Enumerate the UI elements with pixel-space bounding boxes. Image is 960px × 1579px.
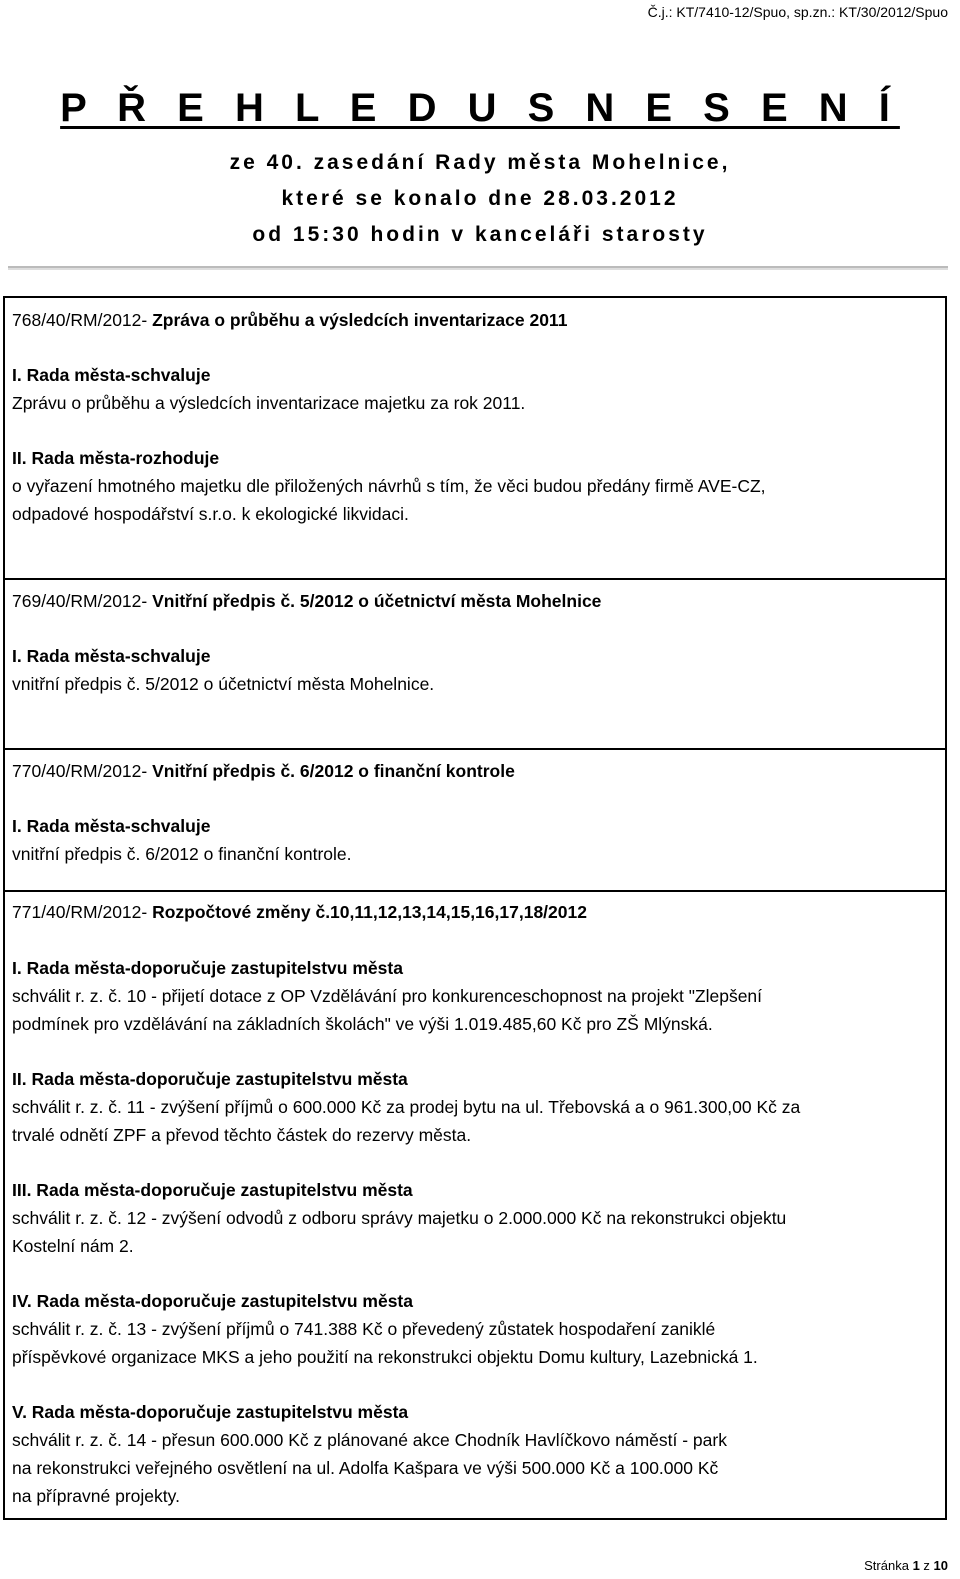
resolution-771-heading [12, 898, 942, 926]
section-heading: I. Rada města-schvaluje [12, 646, 211, 666]
section-text: schválit r. z. č. 11 - zvýšení příjmů o 600.000 Kč za prodej bytu na ul. Třebovská a o 961.300,00 Kč za [12, 1097, 801, 1117]
resolution-769-heading [12, 587, 942, 615]
current-page: 1 [912, 1558, 920, 1573]
section-heading: I. Rada města-schvaluje [12, 365, 211, 385]
subtitle-line-2: které se konalo dne 28.03.2012 [281, 187, 679, 210]
section-text: trvalé odnětí ZPF a převod těchto částek do rezervy města. [12, 1125, 472, 1145]
document-title [0, 86, 960, 131]
section-text: vnitřní předpis č. 6/2012 o finanční kontrole. [12, 844, 352, 864]
resolution-number: 771/40/RM/2012- [12, 902, 148, 922]
section-heading: II. Rada města-doporučuje zastupitelstvu města [12, 1069, 408, 1089]
section-text: Zprávu o průběhu a výsledcích inventarizace majetku za rok 2011. [12, 393, 526, 413]
section-text: podmínek pro vzdělávání na základních školách" ve výši 1.019.485,60 Kč pro ZŠ Mlýnská. [12, 1014, 713, 1034]
row-divider [3, 578, 947, 580]
resolution-number: 770/40/RM/2012- [12, 761, 148, 781]
section-text: na přípravné projekty. [12, 1486, 180, 1506]
subtitle-line-3: od 15:30 hodin v kanceláři starosty [252, 223, 708, 246]
footer-label: Stránka [864, 1558, 913, 1573]
title-text: P Ř E H L E D U S N E S E N Í [60, 86, 900, 130]
section-text: na rekonstrukci veřejného osvětlení na ul. Adolfa Kašpara ve výši 500.000 Kč a 100.000 Kč [12, 1458, 719, 1478]
total-pages: 10 [933, 1558, 948, 1573]
section-text: příspěvkové organizace MKS a jeho použití na rekonstrukci objektu Domu kultury, Lazebnická 1. [12, 1347, 758, 1367]
document-reference: Č.j.: KT/7410-12/Spuo, sp.zn.: KT/30/2012/Spuo [647, 4, 948, 20]
section-text: vnitřní předpis č. 5/2012 o účetnictví města Mohelnice. [12, 674, 435, 694]
section-heading: I. Rada města-doporučuje zastupitelstvu města [12, 958, 403, 978]
resolution-number: 769/40/RM/2012- [12, 591, 148, 611]
section-text: schválit r. z. č. 14 - přesun 600.000 Kč z plánované akce Chodník Havlíčkovo náměstí - park [12, 1430, 727, 1450]
page-footer [864, 1558, 948, 1573]
row-divider [3, 890, 947, 892]
resolution-title: Rozpočtové změny č.10,11,12,13,14,15,16,17,18/2012 [147, 902, 587, 922]
resolution-title: Vnitřní předpis č. 6/2012 o finanční kontrole [147, 761, 515, 781]
footer-separator: z [919, 1558, 934, 1573]
section-text: schválit r. z. č. 13 - zvýšení příjmů o 741.388 Kč o převedený zůstatek hospodaření zaniklé [12, 1319, 716, 1339]
resolution-number: 768/40/RM/2012- [12, 310, 148, 330]
resolution-770-heading [12, 757, 942, 785]
row-divider [3, 748, 947, 750]
resolution-768-heading [12, 306, 942, 334]
section-heading: I. Rada města-schvaluje [12, 816, 211, 836]
subtitle-line-1: ze 40. zasedání Rady města Mohelnice, [229, 151, 731, 174]
header-divider [8, 266, 948, 268]
section-text: o vyřazení hmotného majetku dle přiložených návrhů s tím, že věci budou předány firmě AVE-CZ, [12, 476, 766, 496]
resolution-title: Zpráva o průběhu a výsledcích inventarizace 2011 [147, 310, 568, 330]
section-text: schválit r. z. č. 12 - zvýšení odvodů z odboru správy majetku o 2.000.000 Kč na rekonstrukci objektu [12, 1208, 787, 1228]
section-heading: V. Rada města-doporučuje zastupitelstvu města [12, 1402, 409, 1422]
resolution-title: Vnitřní předpis č. 5/2012 o účetnictví města Mohelnice [147, 591, 602, 611]
section-text: schválit r. z. č. 10 - přijetí dotace z OP Vzdělávání pro konkurenceschopnost na projekt "Zlepšení [12, 986, 763, 1006]
section-text: Kostelní nám 2. [12, 1236, 134, 1256]
section-heading: IV. Rada města-doporučuje zastupitelstvu města [12, 1291, 413, 1311]
section-heading: III. Rada města-doporučuje zastupitelstvu města [12, 1180, 413, 1200]
section-text: odpadové hospodářství s.r.o. k ekologické likvidaci. [12, 504, 409, 524]
section-heading: II. Rada města-rozhoduje [12, 448, 220, 468]
